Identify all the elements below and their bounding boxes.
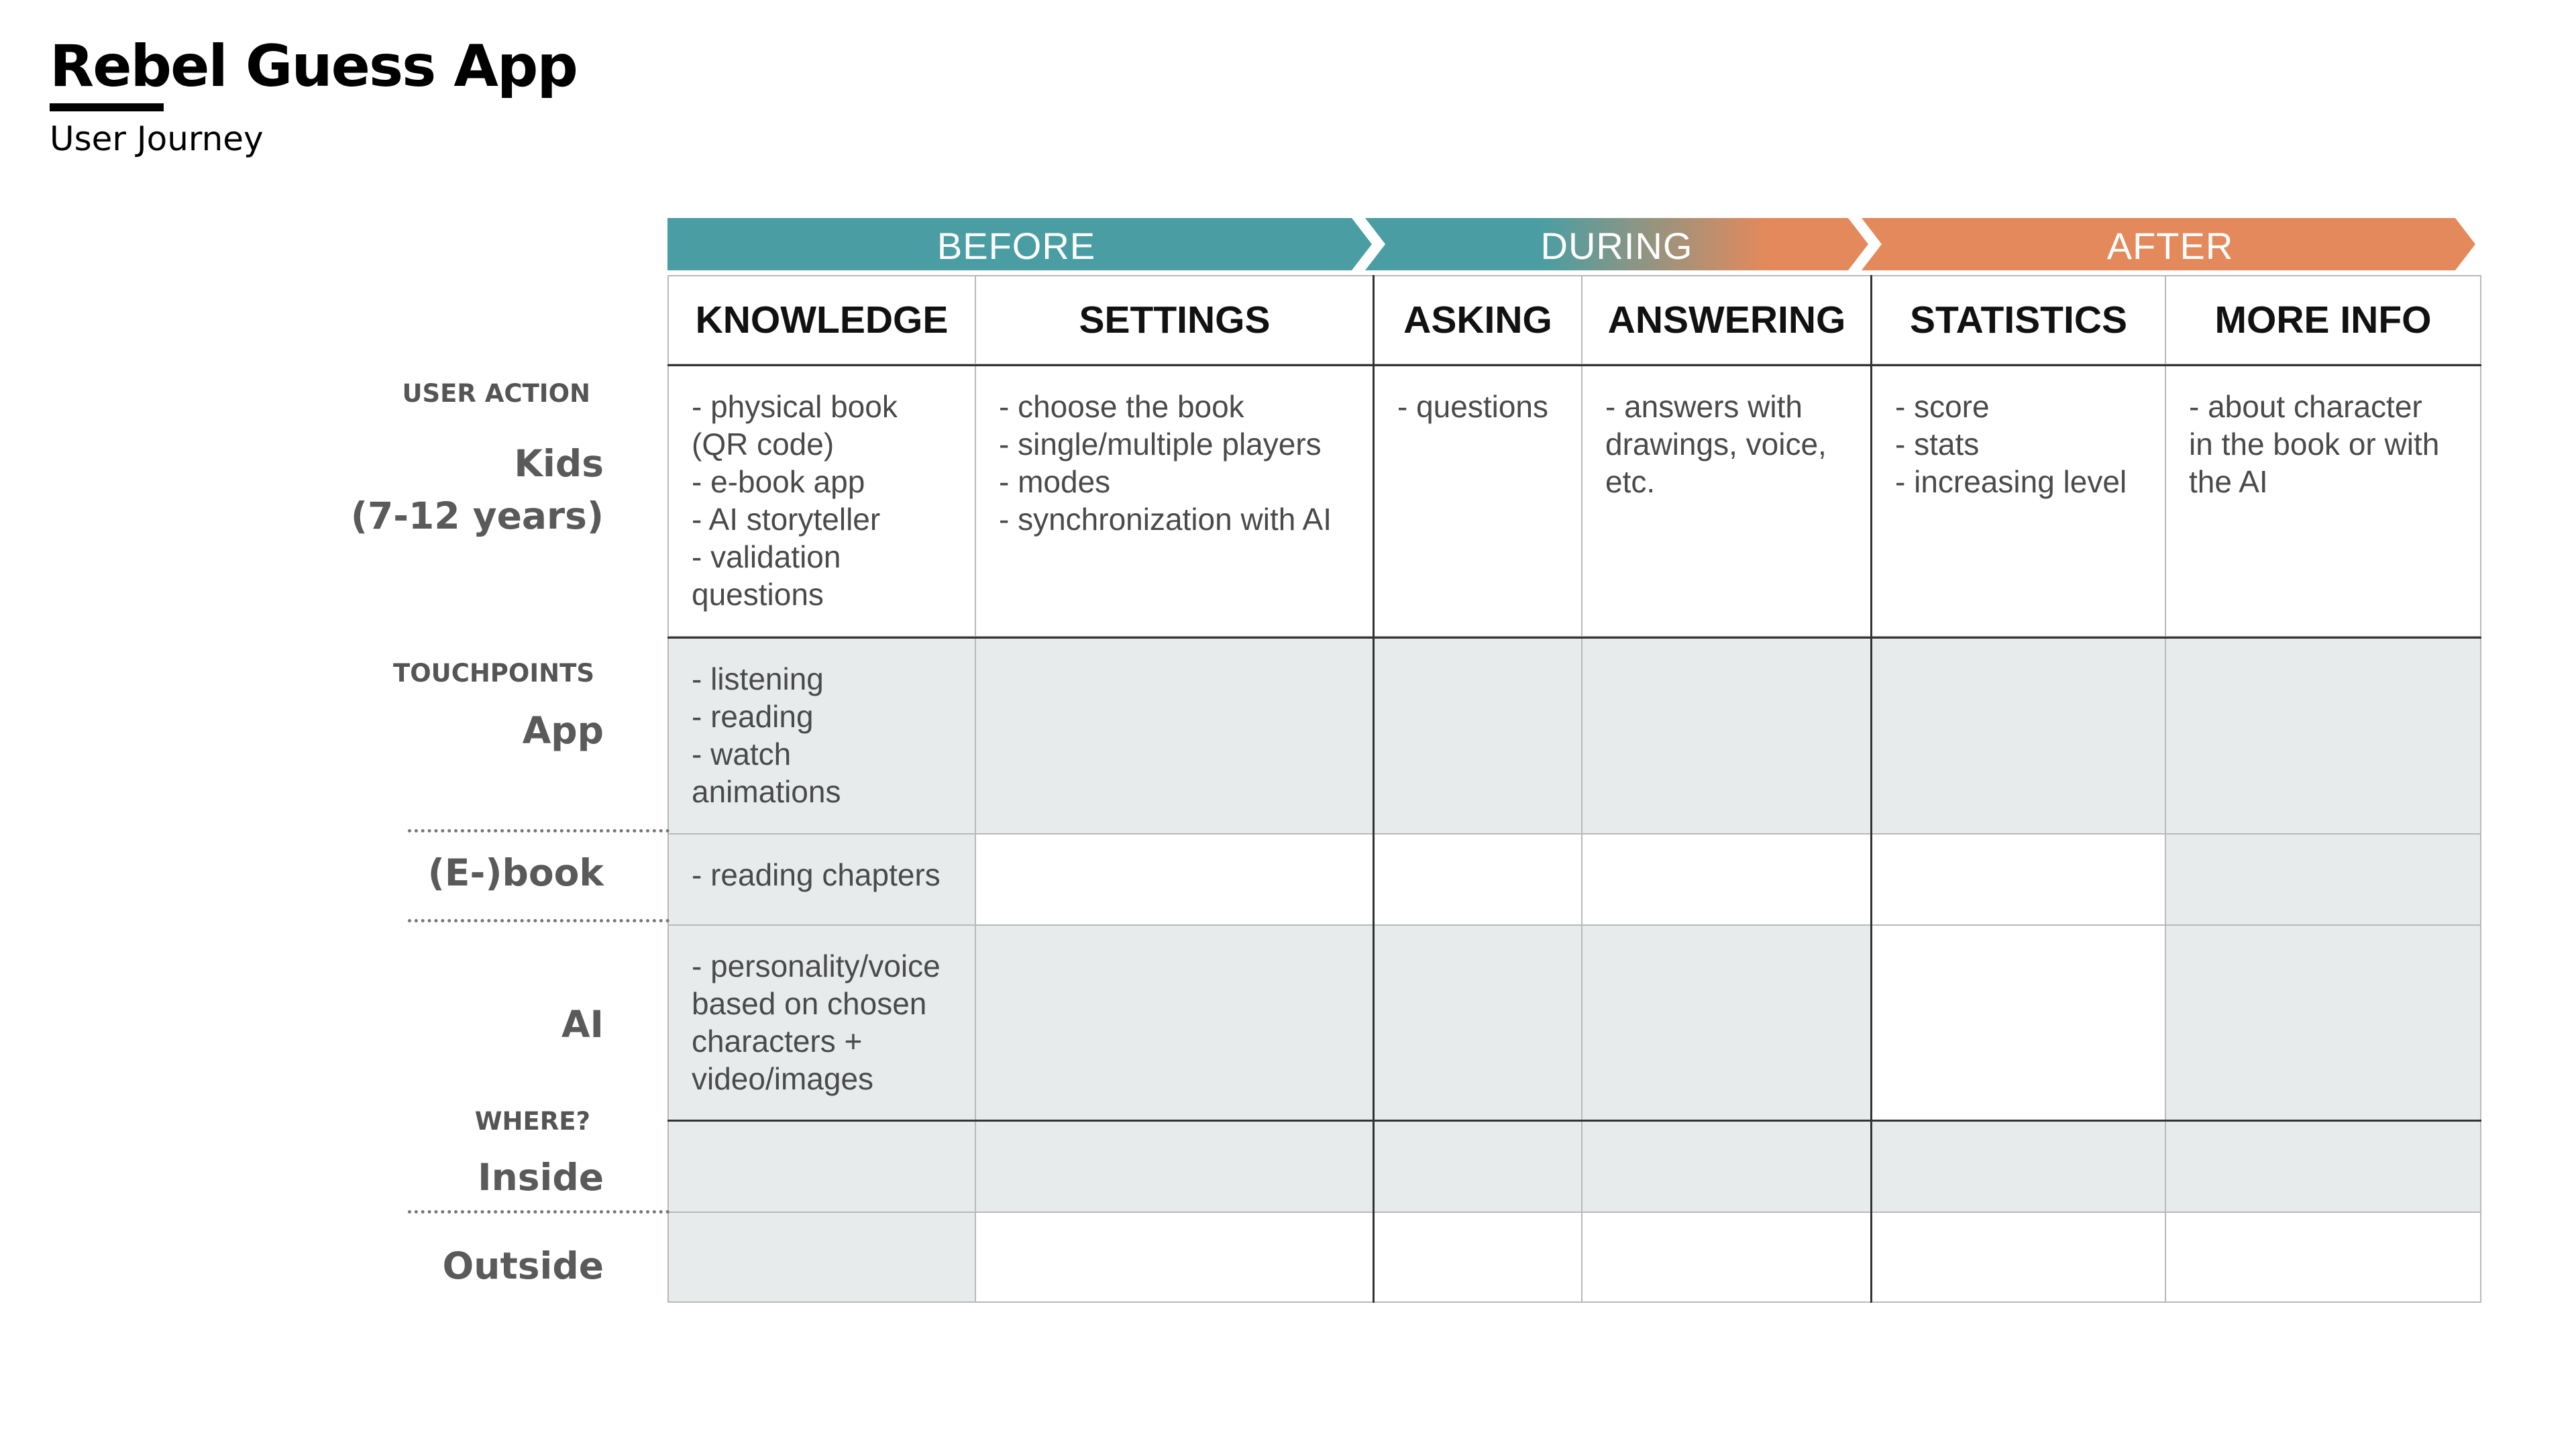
cell-ebook-asking bbox=[1373, 833, 1582, 926]
phase-separator-before-during bbox=[1373, 275, 1375, 1303]
divider-ebook-ai bbox=[408, 919, 669, 922]
cell-inside-settings bbox=[975, 1120, 1375, 1213]
phase-label-after: AFTER bbox=[2106, 225, 2234, 267]
column-header-knowledge: KNOWLEDGE bbox=[667, 275, 976, 365]
label-user-action: USER ACTION bbox=[402, 379, 590, 408]
cell-app-knowledge: - listening - reading - watch animations bbox=[667, 637, 976, 835]
cell-app-answering bbox=[1581, 637, 1872, 835]
cell-ebook-knowledge: - reading chapters bbox=[667, 833, 976, 926]
cell-ai-answering bbox=[1581, 924, 1872, 1122]
cell-ebook-statistics bbox=[1871, 833, 2166, 926]
header-separator bbox=[667, 364, 2481, 366]
cell-kids-knowledge: - physical book (QR code) - e-book app - AI storyteller - validation questions bbox=[667, 365, 976, 637]
cell-outside-answering bbox=[1581, 1212, 1872, 1303]
divider-app-ebook bbox=[408, 829, 669, 833]
cell-outside-settings bbox=[975, 1212, 1375, 1303]
cell-inside-statistics bbox=[1871, 1120, 2166, 1213]
column-header-asking: ASKING bbox=[1373, 275, 1582, 365]
cell-kids-settings: - choose the book - single/multiple players - modes - synchronization with AI bbox=[975, 365, 1375, 637]
cell-ai-statistics bbox=[1871, 924, 2166, 1122]
divider-inside-outside bbox=[408, 1210, 669, 1214]
column-header-settings: SETTINGS bbox=[975, 275, 1375, 365]
cell-kids-more-info: - about character in the book or with the AI bbox=[2165, 365, 2481, 637]
cell-inside-more-info bbox=[2165, 1120, 2481, 1213]
cell-inside-answering bbox=[1581, 1120, 1872, 1213]
cell-outside-knowledge bbox=[667, 1212, 976, 1303]
phase-band bbox=[667, 218, 2479, 270]
cell-ai-asking bbox=[1373, 924, 1582, 1122]
user-action-separator bbox=[667, 637, 2481, 639]
cell-ai-settings bbox=[975, 924, 1375, 1122]
cell-app-more-info bbox=[2165, 637, 2481, 835]
cell-ai-knowledge: - personality/voice based on chosen characters + video/images bbox=[667, 924, 976, 1122]
label-ai: AI bbox=[561, 1003, 604, 1046]
cell-outside-statistics bbox=[1871, 1212, 2166, 1303]
cell-outside-asking bbox=[1373, 1212, 1582, 1303]
phase-label-during: DURING bbox=[1540, 225, 1693, 267]
cell-ebook-settings bbox=[975, 833, 1375, 926]
cell-ai-more-info bbox=[2165, 924, 2481, 1122]
label-outside: Outside bbox=[442, 1244, 604, 1287]
cell-ebook-more-info bbox=[2165, 833, 2481, 926]
cell-kids-answering: - answers with drawings, voice, etc. bbox=[1581, 365, 1872, 637]
cell-outside-more-info bbox=[2165, 1212, 2481, 1303]
cell-inside-asking bbox=[1373, 1120, 1582, 1213]
label-inside: Inside bbox=[478, 1156, 604, 1199]
phase-separator-during-after bbox=[1870, 275, 1872, 1303]
column-header-answering: ANSWERING bbox=[1581, 275, 1872, 365]
cell-app-settings bbox=[975, 637, 1375, 835]
cell-kids-asking: - questions bbox=[1373, 365, 1582, 637]
phase-label-before: BEFORE bbox=[936, 225, 1096, 267]
column-header-statistics: STATISTICS bbox=[1871, 275, 2166, 365]
label-kids: Kids (7-12 years) bbox=[350, 442, 604, 537]
column-header-more-info: MORE INFO bbox=[2165, 275, 2481, 365]
cell-app-asking bbox=[1373, 637, 1582, 835]
page-subtitle: User Journey bbox=[50, 119, 264, 158]
cell-app-statistics bbox=[1871, 637, 2166, 835]
cell-kids-statistics: - score - stats - increasing level bbox=[1871, 365, 2166, 637]
label-touchpoints: TOUCHPOINTS bbox=[392, 659, 594, 688]
cell-inside-knowledge bbox=[667, 1120, 976, 1213]
page-title: Rebel Guess App bbox=[50, 33, 577, 100]
label-app: App bbox=[522, 709, 604, 752]
label-where: WHERE? bbox=[474, 1107, 590, 1136]
touchpoints-separator bbox=[667, 1120, 2481, 1122]
cell-ebook-answering bbox=[1581, 833, 1872, 926]
title-underline bbox=[50, 103, 164, 111]
label-ebook: (E-)book bbox=[427, 851, 604, 894]
